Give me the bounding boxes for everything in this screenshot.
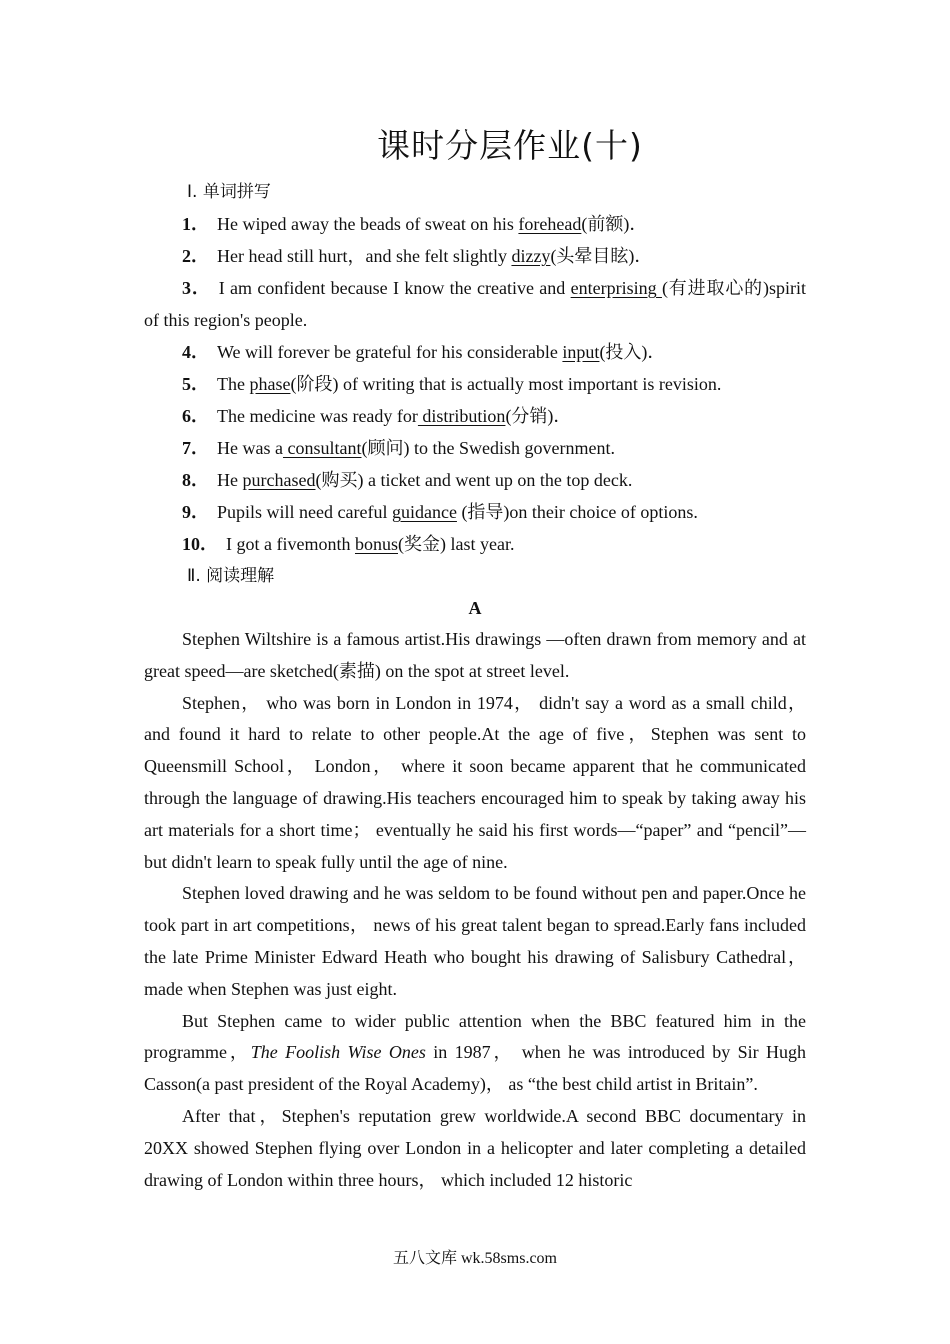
- item-number: 6．: [182, 406, 209, 426]
- item-text: I got a fivemonth: [226, 534, 355, 554]
- page-title: 课时分层作业(十): [377, 126, 643, 165]
- list-item: [144, 528, 806, 560]
- item-text: (投入)．: [599, 342, 666, 362]
- item-text: (有进取心的)spirit of this region's people.: [144, 278, 806, 330]
- item-number: 5．: [182, 374, 209, 394]
- item-answer: enterprising: [570, 278, 662, 298]
- item-text: (分销)．: [505, 406, 572, 426]
- list-item: [144, 368, 806, 400]
- item-text: (头晕目眩)．: [550, 246, 653, 266]
- item-answer: distribution: [417, 406, 506, 426]
- paragraph: Stephen loved drawing and he was seldom to be found without pen and paper.Once he took part in art competitions， news of his great talent began to spread.Early fans included the late Prime Minister Edward Heath who bought his drawing of Salisbury Cathedral，made when Stephen was just eight.: [144, 883, 806, 999]
- list-item: [144, 496, 806, 528]
- list-item: [144, 432, 806, 464]
- item-text: Her head still hurt，and she felt slightly: [217, 246, 512, 266]
- item-text: (奖金) last year.: [398, 534, 515, 554]
- document-body: [144, 176, 806, 1196]
- section-heading-reading: Ⅱ. 阅读理解: [187, 566, 275, 586]
- paragraph: [144, 1006, 806, 1101]
- item-text: The medicine was ready for: [217, 406, 418, 426]
- section-heading-spelling: Ⅰ. 单词拼写: [187, 182, 271, 202]
- list-item: [144, 208, 806, 240]
- item-text: He was a: [217, 438, 283, 458]
- list-item: [144, 240, 806, 272]
- item-text: (前额)．: [581, 214, 648, 234]
- item-answer: dizzy: [511, 246, 551, 266]
- item-text: (指导)on their choice of options.: [456, 502, 698, 522]
- item-answer: guidance: [391, 502, 457, 522]
- item-answer: bonus: [354, 534, 398, 554]
- item-number: 2．: [182, 246, 209, 266]
- list-item: [144, 336, 806, 368]
- item-text: The: [217, 374, 250, 394]
- item-number: 7．: [182, 438, 209, 458]
- paragraph-text: But Stephen came to wider public attention when the BBC featured him in the programme，: [144, 1010, 806, 1063]
- item-number: 3．: [182, 278, 211, 298]
- item-text: (购买) a ticket and went up on the top deck.: [315, 470, 633, 490]
- item-text: He: [217, 470, 243, 490]
- item-text: He wiped away the beads of sweat on his: [217, 214, 519, 234]
- list-item: [144, 272, 806, 336]
- paragraph: After that，Stephen's reputation grew worldwide.A second BBC documentary in 20XX showed Stephen flying over London in a helicopter and later completing a detailed drawing of London within three hours， which included 12 historic: [144, 1105, 806, 1190]
- paragraph-text: in 1987， when he was introduced by Sir Hugh Casson(a past president of the Royal Academy)， as “the best child artist in Britain”.: [144, 1042, 807, 1095]
- item-number: 8．: [182, 470, 209, 490]
- item-text: Pupils will need careful: [217, 502, 392, 522]
- item-number: 10．: [182, 534, 218, 554]
- list-item: [144, 464, 806, 496]
- item-answer: phase: [249, 374, 291, 394]
- programme-title: The Foolish Wise Ones: [250, 1042, 426, 1063]
- item-answer: consultant: [282, 438, 362, 458]
- item-number: 4．: [182, 342, 209, 362]
- item-text: (阶段) of writing that is actually most important is revision.: [290, 374, 722, 394]
- page-footer: 五八文库 wk.58sms.com: [392, 1250, 557, 1267]
- item-text: We will forever be grateful for his considerable: [217, 342, 563, 362]
- item-text: I am confident because I know the creative and: [218, 278, 571, 298]
- item-number: 9．: [182, 502, 209, 522]
- item-number: 1．: [182, 214, 209, 234]
- item-answer: purchased: [242, 470, 316, 490]
- passage-label: A: [468, 598, 482, 618]
- paragraph: Stephen Wiltshire is a famous artist.His drawings —often drawn from memory and at great speed—are sketched(素描) on the spot at street level.: [144, 629, 806, 681]
- list-item: [144, 400, 806, 432]
- item-answer: input: [562, 342, 600, 362]
- item-text: (顾问) to the Swedish government.: [361, 438, 615, 458]
- item-answer: forehead: [518, 214, 582, 234]
- paragraph: Stephen， who was born in London in 1974， didn't say a word as a small child， and found it hard to relate to other people.At the age of five，Stephen was sent to Queensmill School， London， where it soon became apparent that he communicated through the language of drawing.His teachers encouraged him to speak by taking away his art materials for a short time； eventually he said his first words—“paper” and “pencil”—but didn't learn to speak fully until the age of nine.: [144, 692, 806, 872]
